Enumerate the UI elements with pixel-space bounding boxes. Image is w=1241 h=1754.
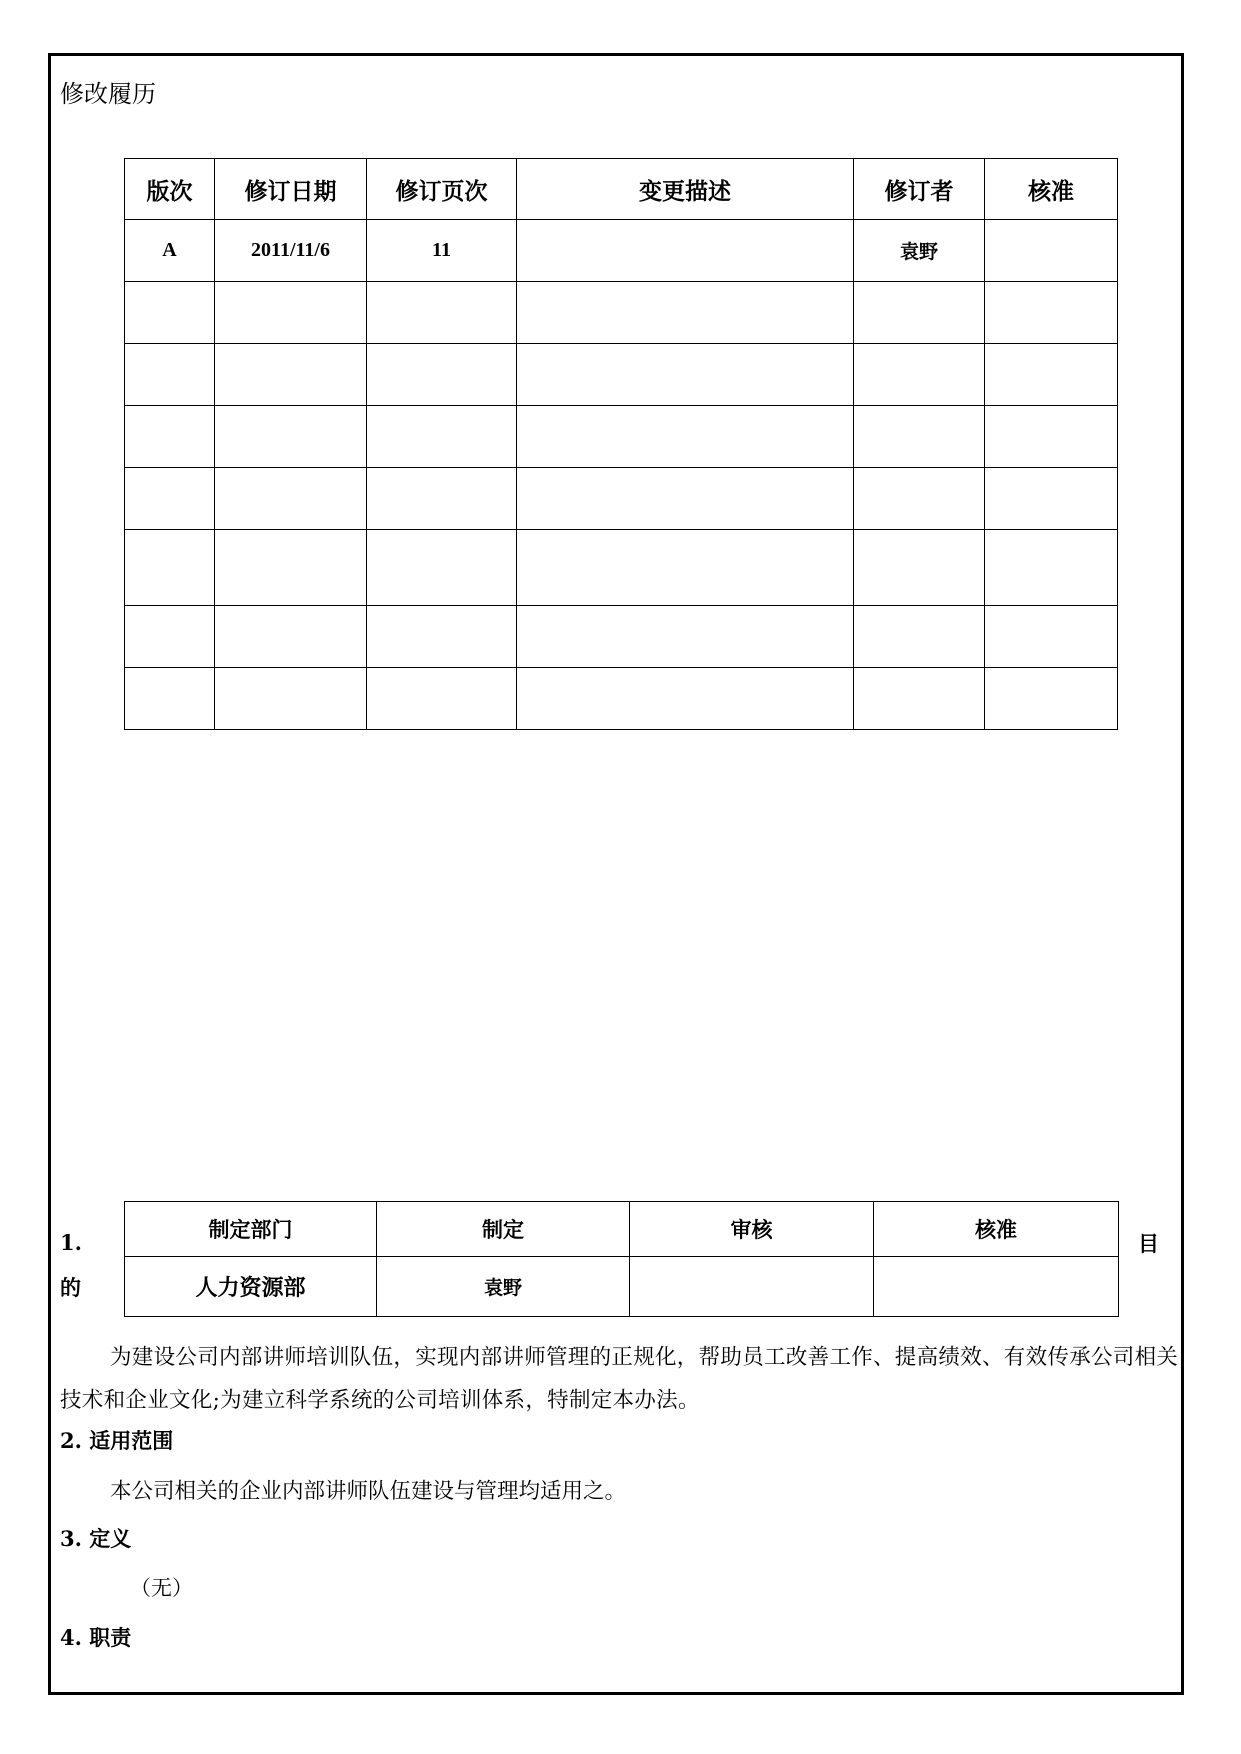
cell-pages (367, 344, 517, 406)
cell-reviser (854, 282, 985, 344)
cell-approval (985, 606, 1118, 668)
cell-approval (985, 282, 1118, 344)
table-row (125, 530, 1118, 606)
cell-description (517, 668, 854, 730)
section-1-body: 为建设公司内部讲师培训队伍，实现内部讲师管理的正规化，帮助员工改善工作、提高绩效、有效传承公司相关技术和企业文化;为建立科学系统的公司培训体系，特制定本办法。 (60, 1345, 1179, 1413)
cell-approval (985, 406, 1118, 468)
reviewed-by-value (630, 1257, 874, 1317)
section-3-heading: 3. 定义 (60, 1526, 132, 1551)
table-row (125, 406, 1118, 468)
section-2-body: 本公司相关的企业内部讲师队伍建设与管理均适用之。 (110, 1479, 627, 1504)
cell-description (517, 468, 854, 530)
cell-reviser (854, 606, 985, 668)
table-row (125, 220, 1118, 282)
cell-reviser (854, 344, 985, 406)
cell-approval (985, 220, 1118, 282)
cell-version (125, 282, 215, 344)
section-4-heading: 4. 职责 (60, 1625, 132, 1650)
cell-date (215, 530, 367, 606)
cell-reviser (854, 668, 985, 730)
cell-description (517, 606, 854, 668)
approval-table (124, 1201, 1119, 1317)
cell-pages (367, 606, 517, 668)
table-header-row (125, 159, 1118, 220)
cell-description (517, 406, 854, 468)
cell-date: 2011/11/6 (215, 220, 367, 282)
approval-value-row (125, 1257, 1119, 1317)
header-approval: 核准 (985, 159, 1118, 220)
cell-version (125, 344, 215, 406)
cell-version (125, 606, 215, 668)
revision-history-title: 修改履历 (60, 80, 156, 108)
cell-approval (985, 530, 1118, 606)
section-1-number: 1. (60, 1230, 82, 1255)
cell-date (215, 668, 367, 730)
header-revision-date: 修订日期 (215, 159, 367, 220)
table-row (125, 606, 1118, 668)
revision-history-table (124, 158, 1118, 730)
cell-reviser (854, 468, 985, 530)
cell-pages (367, 668, 517, 730)
header-approved-by: 核准 (874, 1202, 1119, 1257)
cell-approval (985, 668, 1118, 730)
cell-version: A (125, 220, 215, 282)
approved-by-value (874, 1257, 1119, 1317)
header-revision-pages: 修订页次 (367, 159, 517, 220)
table-row (125, 468, 1118, 530)
section-1-title-part2: 的 (60, 1275, 81, 1300)
cell-description (517, 220, 854, 282)
cell-description (517, 282, 854, 344)
header-prepared-by: 制定 (377, 1202, 630, 1257)
table-row (125, 282, 1118, 344)
header-reviewed-by: 审核 (630, 1202, 874, 1257)
cell-date (215, 282, 367, 344)
cell-pages (367, 406, 517, 468)
cell-version (125, 668, 215, 730)
issuing-department-value: 人力资源部 (125, 1257, 377, 1317)
table-row (125, 668, 1118, 730)
cell-approval (985, 468, 1118, 530)
cell-date (215, 344, 367, 406)
header-issuing-department: 制定部门 (125, 1202, 377, 1257)
cell-pages: 11 (367, 220, 517, 282)
cell-pages (367, 530, 517, 606)
cell-reviser (854, 406, 985, 468)
cell-date (215, 606, 367, 668)
cell-version (125, 530, 215, 606)
approval-header-row (125, 1202, 1119, 1257)
cell-version (125, 406, 215, 468)
cell-description (517, 530, 854, 606)
cell-version (125, 468, 215, 530)
section-3-body: （无） (130, 1576, 193, 1600)
cell-approval (985, 344, 1118, 406)
section-1-title-part1: 目 (1138, 1231, 1159, 1256)
header-version: 版次 (125, 159, 215, 220)
header-reviser: 修订者 (854, 159, 985, 220)
section-2-heading: 2. 适用范围 (60, 1428, 174, 1453)
cell-reviser: 袁野 (854, 220, 985, 282)
cell-date (215, 468, 367, 530)
cell-pages (367, 282, 517, 344)
cell-reviser (854, 530, 985, 606)
prepared-by-value: 袁野 (377, 1257, 630, 1317)
header-change-description: 变更描述 (517, 159, 854, 220)
table-row (125, 344, 1118, 406)
cell-pages (367, 468, 517, 530)
cell-date (215, 406, 367, 468)
cell-description (517, 344, 854, 406)
